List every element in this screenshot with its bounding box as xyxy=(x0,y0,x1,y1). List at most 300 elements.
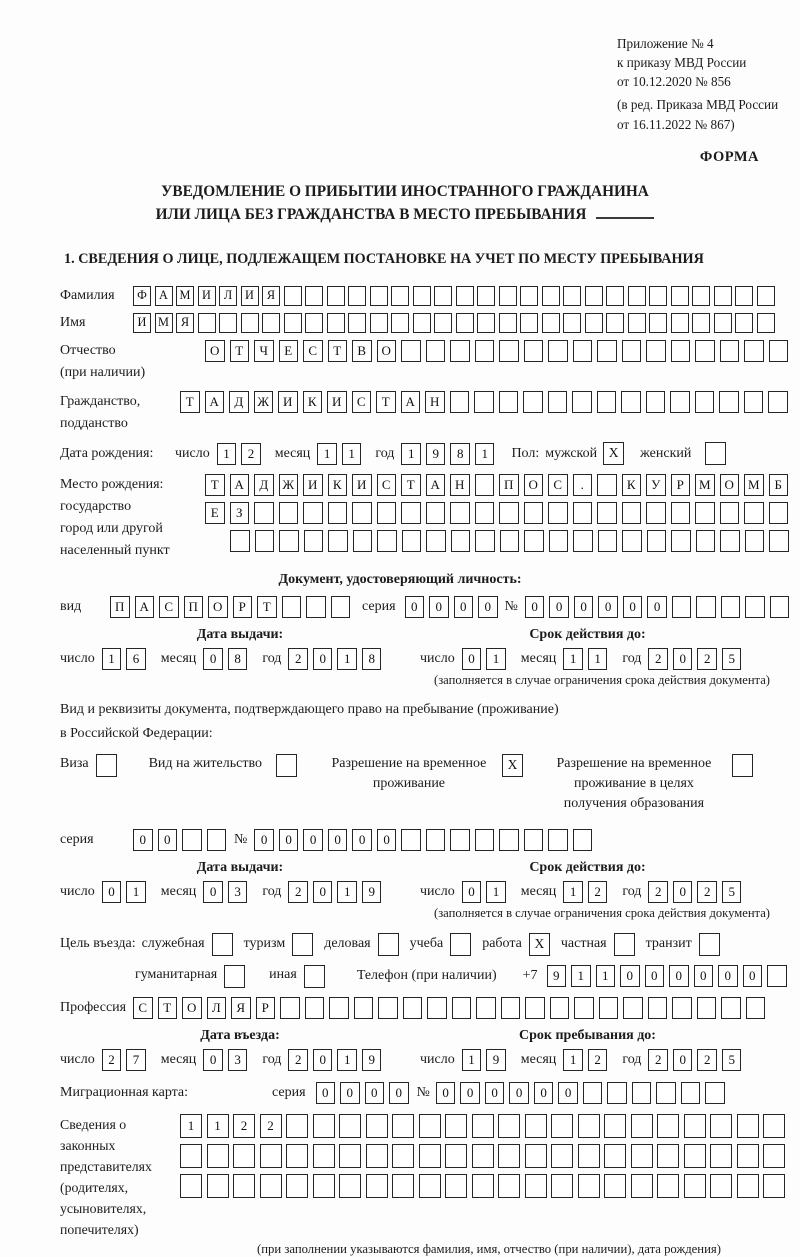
char-box[interactable]: Т xyxy=(257,596,277,618)
char-box[interactable]: 0 xyxy=(673,881,693,903)
char-box[interactable] xyxy=(306,596,326,618)
char-box[interactable]: Д xyxy=(229,391,249,413)
char-box[interactable] xyxy=(331,596,351,618)
char-box[interactable] xyxy=(524,829,544,851)
char-box[interactable]: 0 xyxy=(462,881,482,903)
char-box[interactable]: 0 xyxy=(340,1082,360,1104)
char-box[interactable] xyxy=(472,1174,494,1198)
char-box[interactable]: 0 xyxy=(158,829,178,851)
entry-month-input[interactable] xyxy=(203,1049,252,1071)
char-box[interactable] xyxy=(434,286,452,306)
purpose-transit-checkbox[interactable] xyxy=(699,933,720,956)
char-box[interactable] xyxy=(719,391,739,413)
char-box[interactable]: 3 xyxy=(228,1049,248,1071)
char-box[interactable] xyxy=(426,340,446,362)
char-box[interactable]: С xyxy=(159,596,179,618)
char-box[interactable] xyxy=(656,1082,676,1104)
char-box[interactable] xyxy=(280,997,300,1019)
char-box[interactable] xyxy=(671,313,689,333)
char-box[interactable]: У xyxy=(646,474,666,496)
char-box[interactable] xyxy=(578,1144,600,1168)
char-box[interactable] xyxy=(327,313,345,333)
char-box[interactable] xyxy=(604,1144,626,1168)
char-box[interactable] xyxy=(450,933,471,956)
char-box[interactable]: 0 xyxy=(509,1082,529,1104)
phone-input[interactable] xyxy=(547,965,792,987)
char-box[interactable] xyxy=(763,1114,785,1138)
char-box[interactable] xyxy=(499,340,519,362)
char-box[interactable] xyxy=(477,313,495,333)
char-box[interactable] xyxy=(348,313,366,333)
char-box[interactable] xyxy=(649,313,667,333)
char-box[interactable]: 2 xyxy=(260,1114,282,1138)
char-box[interactable] xyxy=(622,530,642,552)
char-box[interactable]: 2 xyxy=(102,1049,122,1071)
char-box[interactable] xyxy=(207,1144,229,1168)
char-box[interactable] xyxy=(623,997,643,1019)
char-box[interactable] xyxy=(450,340,470,362)
char-box[interactable] xyxy=(671,286,689,306)
char-box[interactable]: 0 xyxy=(352,829,372,851)
char-box[interactable]: К xyxy=(328,474,348,496)
char-box[interactable] xyxy=(339,1114,361,1138)
char-box[interactable] xyxy=(370,286,388,306)
char-box[interactable] xyxy=(286,1144,308,1168)
char-box[interactable]: 2 xyxy=(233,1114,255,1138)
char-box[interactable] xyxy=(524,530,544,552)
char-box[interactable]: 0 xyxy=(454,596,474,618)
char-box[interactable]: Н xyxy=(450,474,470,496)
char-box[interactable]: К xyxy=(622,474,642,496)
char-box[interactable]: П xyxy=(499,474,519,496)
char-box[interactable]: М xyxy=(695,474,715,496)
birth-year-input[interactable] xyxy=(401,443,499,465)
char-box[interactable] xyxy=(597,502,617,524)
char-box[interactable] xyxy=(737,1174,759,1198)
char-box[interactable] xyxy=(744,502,764,524)
char-box[interactable] xyxy=(632,1082,652,1104)
doc-series-input[interactable] xyxy=(405,596,503,618)
char-box[interactable]: 0 xyxy=(525,596,545,618)
char-box[interactable] xyxy=(573,829,593,851)
char-box[interactable] xyxy=(524,340,544,362)
char-box[interactable]: 0 xyxy=(203,1049,223,1071)
char-box[interactable]: 0 xyxy=(436,1082,456,1104)
char-box[interactable] xyxy=(573,502,593,524)
char-box[interactable]: 7 xyxy=(126,1049,146,1071)
char-box[interactable] xyxy=(475,530,495,552)
char-box[interactable]: Т xyxy=(230,340,250,362)
char-box[interactable] xyxy=(233,1174,255,1198)
char-box[interactable]: 1 xyxy=(337,648,357,670)
char-box[interactable]: 0 xyxy=(460,1082,480,1104)
char-box[interactable] xyxy=(585,286,603,306)
char-box[interactable]: 0 xyxy=(377,829,397,851)
char-box[interactable]: Ч xyxy=(254,340,274,362)
birth-place-row3[interactable] xyxy=(230,530,794,552)
char-box[interactable] xyxy=(573,530,593,552)
char-box[interactable]: О xyxy=(205,340,225,362)
char-box[interactable] xyxy=(401,340,421,362)
char-box[interactable] xyxy=(551,1174,573,1198)
char-box[interactable] xyxy=(180,1174,202,1198)
char-box[interactable]: . xyxy=(573,474,593,496)
char-box[interactable] xyxy=(286,1174,308,1198)
char-box[interactable] xyxy=(714,313,732,333)
char-box[interactable] xyxy=(472,1144,494,1168)
char-box[interactable] xyxy=(628,286,646,306)
char-box[interactable]: Т xyxy=(205,474,225,496)
char-box[interactable]: П xyxy=(184,596,204,618)
char-box[interactable] xyxy=(757,286,775,306)
char-box[interactable] xyxy=(426,502,446,524)
char-box[interactable] xyxy=(475,829,495,851)
char-box[interactable] xyxy=(426,530,446,552)
char-box[interactable] xyxy=(303,502,323,524)
char-box[interactable]: А xyxy=(205,391,225,413)
char-box[interactable]: 1 xyxy=(588,648,608,670)
char-box[interactable] xyxy=(720,530,740,552)
issue-year-input[interactable] xyxy=(288,648,386,670)
char-box[interactable]: 1 xyxy=(342,443,362,465)
char-box[interactable] xyxy=(572,391,592,413)
char-box[interactable]: П xyxy=(110,596,130,618)
char-box[interactable]: И xyxy=(303,474,323,496)
char-box[interactable] xyxy=(548,829,568,851)
char-box[interactable] xyxy=(276,754,297,777)
visa-checkbox[interactable] xyxy=(96,754,117,777)
char-box[interactable]: 0 xyxy=(485,1082,505,1104)
char-box[interactable] xyxy=(445,1114,467,1138)
char-box[interactable] xyxy=(401,502,421,524)
char-box[interactable] xyxy=(207,829,227,851)
char-box[interactable] xyxy=(212,933,233,956)
char-box[interactable]: 0 xyxy=(623,596,643,618)
char-box[interactable]: 1 xyxy=(217,443,237,465)
char-box[interactable] xyxy=(737,1114,759,1138)
char-box[interactable]: 1 xyxy=(486,881,506,903)
char-box[interactable] xyxy=(520,286,538,306)
char-box[interactable] xyxy=(499,391,519,413)
char-box[interactable] xyxy=(606,313,624,333)
char-box[interactable] xyxy=(450,502,470,524)
char-box[interactable] xyxy=(573,340,593,362)
char-box[interactable]: Л xyxy=(219,286,237,306)
char-box[interactable] xyxy=(499,313,517,333)
char-box[interactable] xyxy=(720,340,740,362)
char-box[interactable] xyxy=(499,829,519,851)
char-box[interactable] xyxy=(631,1144,653,1168)
char-box[interactable]: А xyxy=(230,474,250,496)
char-box[interactable]: 3 xyxy=(228,881,248,903)
char-box[interactable]: С xyxy=(352,391,372,413)
char-box[interactable]: 0 xyxy=(303,829,323,851)
char-box[interactable]: З xyxy=(230,502,250,524)
char-box[interactable] xyxy=(329,997,349,1019)
char-box[interactable] xyxy=(671,530,691,552)
migration-number-input[interactable] xyxy=(436,1082,730,1104)
char-box[interactable]: Я xyxy=(262,286,280,306)
representatives-row1[interactable] xyxy=(180,1114,790,1138)
char-box[interactable]: 0 xyxy=(620,965,640,987)
char-box[interactable]: И xyxy=(198,286,216,306)
char-box[interactable] xyxy=(649,286,667,306)
char-box[interactable] xyxy=(419,1174,441,1198)
char-box[interactable] xyxy=(451,530,471,552)
char-box[interactable]: 0 xyxy=(254,829,274,851)
entry-year-input[interactable] xyxy=(288,1049,386,1071)
char-box[interactable]: 0 xyxy=(673,1049,693,1071)
char-box[interactable] xyxy=(681,1082,701,1104)
char-box[interactable]: 1 xyxy=(337,1049,357,1071)
char-box[interactable] xyxy=(284,313,302,333)
expiry-day-input[interactable] xyxy=(462,648,511,670)
char-box[interactable]: 0 xyxy=(694,965,714,987)
purpose-study-checkbox[interactable] xyxy=(450,933,471,956)
char-box[interactable]: 9 xyxy=(426,443,446,465)
char-box[interactable]: 1 xyxy=(563,648,583,670)
char-box[interactable] xyxy=(450,391,470,413)
char-box[interactable] xyxy=(763,1174,785,1198)
char-box[interactable]: К xyxy=(303,391,323,413)
char-box[interactable]: 1 xyxy=(475,443,495,465)
char-box[interactable] xyxy=(445,1144,467,1168)
char-box[interactable]: О xyxy=(524,474,544,496)
char-box[interactable] xyxy=(550,997,570,1019)
char-box[interactable] xyxy=(585,313,603,333)
purpose-humanitarian-checkbox[interactable] xyxy=(224,965,245,988)
char-box[interactable] xyxy=(378,933,399,956)
char-box[interactable]: Н xyxy=(425,391,445,413)
char-box[interactable] xyxy=(456,313,474,333)
char-box[interactable] xyxy=(628,313,646,333)
char-box[interactable] xyxy=(696,596,716,618)
char-box[interactable]: 2 xyxy=(648,1049,668,1071)
char-box[interactable]: 2 xyxy=(648,648,668,670)
char-box[interactable]: М xyxy=(155,313,173,333)
char-box[interactable] xyxy=(434,313,452,333)
char-box[interactable]: 0 xyxy=(673,648,693,670)
until-year-input[interactable] xyxy=(648,1049,746,1071)
char-box[interactable] xyxy=(721,997,741,1019)
char-box[interactable] xyxy=(392,1114,414,1138)
char-box[interactable] xyxy=(692,313,710,333)
char-box[interactable] xyxy=(474,391,494,413)
char-box[interactable] xyxy=(498,1114,520,1138)
char-box[interactable] xyxy=(770,596,790,618)
char-box[interactable] xyxy=(735,286,753,306)
char-box[interactable] xyxy=(578,1114,600,1138)
issue-month-input[interactable] xyxy=(203,648,252,670)
char-box[interactable] xyxy=(452,997,472,1019)
char-box[interactable]: 2 xyxy=(288,1049,308,1071)
char-box[interactable]: С xyxy=(303,340,323,362)
char-box[interactable]: 0 xyxy=(534,1082,554,1104)
char-box[interactable] xyxy=(684,1174,706,1198)
char-box[interactable] xyxy=(563,286,581,306)
char-box[interactable]: 1 xyxy=(180,1114,202,1138)
char-box[interactable]: 0 xyxy=(279,829,299,851)
residence-issue-day-input[interactable] xyxy=(102,881,151,903)
char-box[interactable]: Р xyxy=(233,596,253,618)
temp-residence-education-checkbox[interactable] xyxy=(732,754,753,777)
char-box[interactable] xyxy=(354,997,374,1019)
purpose-private-checkbox[interactable] xyxy=(614,933,635,956)
char-box[interactable] xyxy=(606,286,624,306)
char-box[interactable]: 2 xyxy=(588,881,608,903)
residence-expiry-day-input[interactable] xyxy=(462,881,511,903)
char-box[interactable] xyxy=(598,530,618,552)
char-box[interactable] xyxy=(241,313,259,333)
sex-female-checkbox[interactable] xyxy=(705,442,726,465)
char-box[interactable] xyxy=(260,1144,282,1168)
char-box[interactable]: 0 xyxy=(743,965,763,987)
char-box[interactable]: И xyxy=(278,391,298,413)
char-box[interactable] xyxy=(597,391,617,413)
char-box[interactable]: 2 xyxy=(588,1049,608,1071)
char-box[interactable] xyxy=(607,1082,627,1104)
char-box[interactable]: М xyxy=(176,286,194,306)
char-box[interactable] xyxy=(551,1114,573,1138)
char-box[interactable] xyxy=(353,530,373,552)
char-box[interactable]: 9 xyxy=(547,965,567,987)
char-box[interactable] xyxy=(445,1174,467,1198)
char-box[interactable] xyxy=(475,502,495,524)
char-box[interactable]: О xyxy=(182,997,202,1019)
char-box[interactable] xyxy=(500,530,520,552)
citizenship-input[interactable] xyxy=(180,391,793,413)
char-box[interactable]: В xyxy=(352,340,372,362)
char-box[interactable]: 0 xyxy=(203,881,223,903)
char-box[interactable] xyxy=(328,502,348,524)
char-box[interactable]: 1 xyxy=(563,881,583,903)
doc-kind-input[interactable] xyxy=(110,596,355,618)
char-box[interactable] xyxy=(378,997,398,1019)
char-box[interactable]: 0 xyxy=(429,596,449,618)
char-box[interactable]: 1 xyxy=(486,648,506,670)
char-box[interactable]: 1 xyxy=(462,1049,482,1071)
char-box[interactable] xyxy=(292,933,313,956)
char-box[interactable] xyxy=(348,286,366,306)
char-box[interactable] xyxy=(583,1082,603,1104)
char-box[interactable] xyxy=(597,474,617,496)
char-box[interactable]: И xyxy=(241,286,259,306)
char-box[interactable] xyxy=(525,1144,547,1168)
char-box[interactable]: 1 xyxy=(563,1049,583,1071)
char-box[interactable]: Т xyxy=(180,391,200,413)
char-box[interactable] xyxy=(313,1114,335,1138)
representatives-row2[interactable] xyxy=(180,1144,790,1168)
char-box[interactable] xyxy=(671,502,691,524)
char-box[interactable] xyxy=(549,530,569,552)
char-box[interactable]: А xyxy=(401,391,421,413)
char-box[interactable]: Я xyxy=(231,997,251,1019)
char-box[interactable] xyxy=(631,1174,653,1198)
char-box[interactable] xyxy=(646,502,666,524)
char-box[interactable] xyxy=(714,286,732,306)
char-box[interactable]: 0 xyxy=(316,1082,336,1104)
migration-series-input[interactable] xyxy=(316,1082,414,1104)
char-box[interactable] xyxy=(737,1144,759,1168)
char-box[interactable] xyxy=(413,313,431,333)
char-box[interactable] xyxy=(391,286,409,306)
char-box[interactable]: И xyxy=(327,391,347,413)
char-box[interactable] xyxy=(621,391,641,413)
char-box[interactable] xyxy=(684,1144,706,1168)
given-name-input[interactable] xyxy=(133,313,778,333)
char-box[interactable] xyxy=(697,997,717,1019)
char-box[interactable]: 1 xyxy=(207,1114,229,1138)
char-box[interactable]: 2 xyxy=(288,648,308,670)
char-box[interactable] xyxy=(498,1144,520,1168)
char-box[interactable] xyxy=(692,286,710,306)
char-box[interactable] xyxy=(520,313,538,333)
char-box[interactable] xyxy=(366,1114,388,1138)
birth-month-input[interactable] xyxy=(317,443,366,465)
char-box[interactable]: 2 xyxy=(697,648,717,670)
char-box[interactable] xyxy=(499,502,519,524)
char-box[interactable] xyxy=(622,502,642,524)
char-box[interactable] xyxy=(563,313,581,333)
char-box[interactable]: Л xyxy=(207,997,227,1019)
char-box[interactable] xyxy=(450,829,470,851)
char-box[interactable] xyxy=(339,1144,361,1168)
char-box[interactable] xyxy=(614,933,635,956)
char-box[interactable]: 0 xyxy=(574,596,594,618)
char-box[interactable] xyxy=(542,313,560,333)
char-box[interactable] xyxy=(647,530,667,552)
char-box[interactable]: 2 xyxy=(697,881,717,903)
char-box[interactable]: Т xyxy=(158,997,178,1019)
char-box[interactable] xyxy=(260,1174,282,1198)
char-box[interactable] xyxy=(525,1114,547,1138)
char-box[interactable] xyxy=(392,1174,414,1198)
char-box[interactable] xyxy=(548,502,568,524)
char-box[interactable] xyxy=(699,933,720,956)
char-box[interactable]: X xyxy=(502,754,523,777)
char-box[interactable] xyxy=(744,391,764,413)
char-box[interactable] xyxy=(695,502,715,524)
entry-day-input[interactable] xyxy=(102,1049,151,1071)
char-box[interactable] xyxy=(745,596,765,618)
char-box[interactable] xyxy=(282,596,302,618)
char-box[interactable] xyxy=(377,530,397,552)
char-box[interactable] xyxy=(456,286,474,306)
char-box[interactable] xyxy=(705,442,726,465)
char-box[interactable] xyxy=(219,313,237,333)
char-box[interactable]: И xyxy=(352,474,372,496)
char-box[interactable]: 0 xyxy=(102,881,122,903)
char-box[interactable]: 0 xyxy=(478,596,498,618)
char-box[interactable]: Ф xyxy=(133,286,151,306)
char-box[interactable] xyxy=(657,1174,679,1198)
char-box[interactable] xyxy=(720,502,740,524)
char-box[interactable]: Ж xyxy=(279,474,299,496)
char-box[interactable] xyxy=(548,340,568,362)
issue-day-input[interactable] xyxy=(102,648,151,670)
char-box[interactable] xyxy=(391,313,409,333)
until-month-input[interactable] xyxy=(563,1049,612,1071)
char-box[interactable] xyxy=(574,997,594,1019)
char-box[interactable]: 1 xyxy=(401,443,421,465)
char-box[interactable] xyxy=(475,474,495,496)
char-box[interactable]: Я xyxy=(176,313,194,333)
char-box[interactable]: 8 xyxy=(450,443,470,465)
char-box[interactable]: 0 xyxy=(313,1049,333,1071)
char-box[interactable]: 0 xyxy=(462,648,482,670)
char-box[interactable]: 8 xyxy=(362,648,382,670)
char-box[interactable]: 0 xyxy=(549,596,569,618)
